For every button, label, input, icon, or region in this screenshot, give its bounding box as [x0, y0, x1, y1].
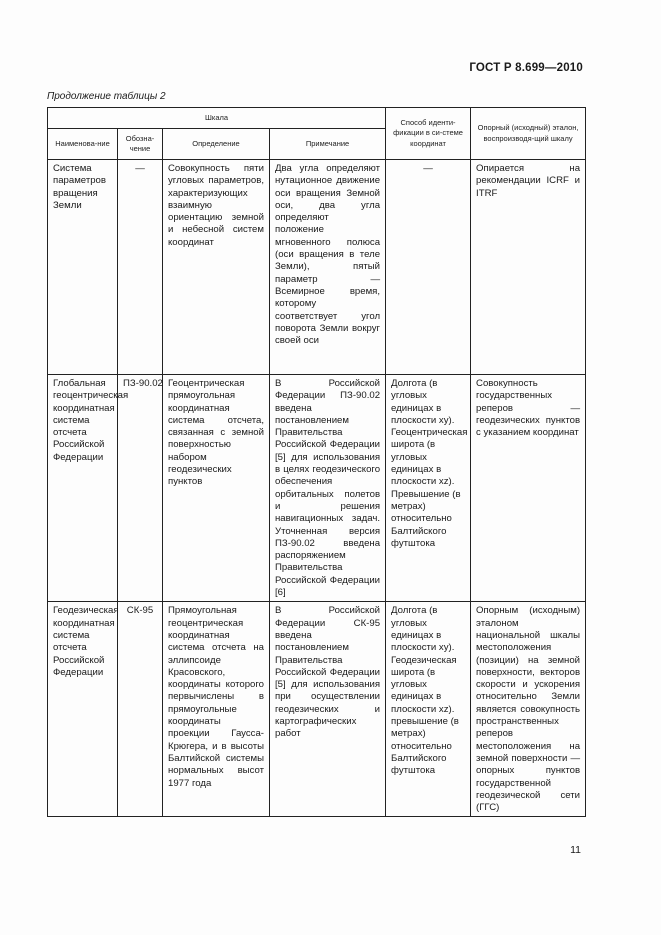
row-definition: Совокупность пяти угловых параметров, характеризующих взаимную ориентацию земной и небесной систем координат [163, 160, 270, 375]
row-reference: Совокупность государственных реперов — геодезических пунктов с указанием координат [471, 375, 586, 602]
row-method: Долгота (в угловых единицах в плоскости xy). Геодезическая широта (в угловых единицах в плоскости xz). превышение (в метрах) относительно Балтийского футштока [386, 602, 471, 817]
row-designation: СК-95 [118, 602, 163, 817]
row-reference: Опирается на рекомендации ICRF и ITRF [471, 160, 586, 375]
row-designation: ПЗ-90.02 [118, 375, 163, 602]
header-method: Способ иденти-фикации в си-стеме координат [386, 108, 471, 160]
row-method: Долгота (в угловых единицах в плоскости xy). Геоцентрическая широта (в угловых единицах в плоскости xz). Превышение (в метрах) относительно Балтийского футштока [386, 375, 471, 602]
row-name: Глобальная геоцентрическая координатная система отсчета Российской Федерации [48, 375, 118, 602]
row-name: Система параметров вращения Земли [48, 160, 118, 375]
standard-id: ГОСТ Р 8.699—2010 [469, 62, 583, 74]
scales-table [47, 107, 586, 817]
row-name: Геодезическая координатная система отсчета Российской Федерации [48, 602, 118, 817]
row-designation: — [118, 160, 163, 375]
header-name: Наименова-ние [48, 129, 118, 160]
row-reference: Опорным (исходным) эталоном национальной шкалы местоположения (позиции) на земной поверхности, векторов скорости и ускорения относительно Земли является совокупность пространственных реперов местоположения на земной поверхности — опорных пунктов государственной геодезической сети (ГГС) [471, 602, 586, 817]
row-note: Два угла определяют нутационное движение оси вращения Земной оси, два угла определяют положение мгновенного полюса (оси вращения в теле Земли), пятый параметр — Всемирное время, которому соответствует угол поворота Земли вокруг своей оси [270, 160, 386, 375]
table-row [48, 160, 586, 375]
row-note: В Российской Федерации СК-95 введена постановлением Правительства Российской Федерации [5] для использования при осуществлении геодезических и картографических работ [270, 602, 386, 817]
header-scale: Шкала [48, 108, 386, 129]
header-reference: Опорный (исходный) эталон, воспроизводя-щий шкалу [471, 108, 586, 160]
page-number: 11 [570, 844, 581, 856]
row-definition: Геоцентрическая прямоугольная координатная система отсчета, связанная с земной поверхностью набором геодезических пунктов [163, 375, 270, 602]
header-designation: Обозна-чение [118, 129, 163, 160]
table-row [48, 375, 586, 602]
header-note: Примечание [270, 129, 386, 160]
table-row [48, 602, 586, 817]
row-method: — [386, 160, 471, 375]
table-caption: Продолжение таблицы 2 [47, 91, 166, 102]
header-definition: Определение [163, 129, 270, 160]
row-definition: Прямоугольная геоцентрическая координатная система отсчета на эллипсоиде Красовского, координаты которого первычислены в прямоугольные координаты проекции Гаусса-Крюгера, и в высоты Балтийской системы нормальных высот 1977 года [163, 602, 270, 817]
row-note: В Российской Федерации ПЗ-90.02 введена постановлением Правительства Российской Федерации [5] для использования в целях геодезического обеспечения орбитальных полетов и решения навигационных задач. Уточненная версия ПЗ-90.02 введена распоряжением Правительства Российской Федерации [6] [270, 375, 386, 602]
